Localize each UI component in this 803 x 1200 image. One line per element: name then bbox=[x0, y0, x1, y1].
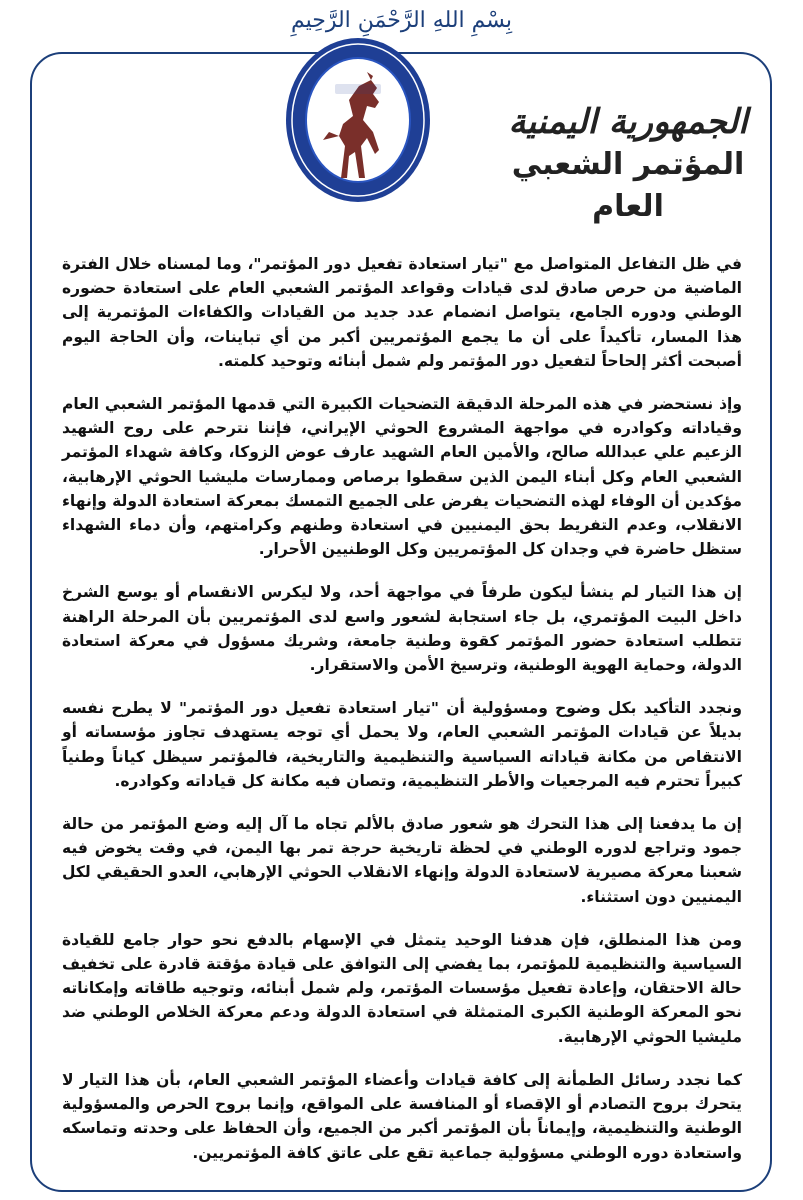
basmala-heading: بِسْمِ اللهِ الرَّحْمَنِ الرَّحِيمِ bbox=[290, 8, 513, 33]
party-logo bbox=[283, 28, 433, 206]
statement-body bbox=[62, 252, 742, 1184]
paragraph: في ظل التفاعل المتواصل مع "تيار استعادة تفعيل دور المؤتمر"، وما لمسناه خلال الفترة الماضية من حرص صادق لدى قيادات وقواعد المؤتمر الشعبي العام على استعادة حضوره الوطني ودوره الجامع، يتواصل انضمام عدد جديد من القيادات والكفاءات المؤتمرية إلى هذا المسار، تأكيداً على أن ما يجمع المؤتمريين أكبر من أي تباينات، وأن الحاجة اليوم أصبحت أكثر إلحاحاً لتفعيل دور المؤتمر ولم شمل أبنائه وتوحيد كلمته. bbox=[62, 255, 742, 370]
paragraph: ونجدد التأكيد بكل وضوح ومسؤولية أن "تيار استعادة تفعيل دور المؤتمر" لا يطرح نفسه بديلاً عن قيادات المؤتمر الشعبي العام، ولا يحمل أي توجه يستهدف تجاوز مؤسساته أو الانتقاص من مكانة قياداته السياسية والتنظيمية والتاريخية، فالمؤتمر سيظل كياناً وطنياً كبيراً تحترم فيه المرجعيات والأطر التنظيمية، وتصان فيه مكانة كل قياداته وكوادره. bbox=[62, 699, 742, 790]
brand-script-title: الجمهورية اليمنية bbox=[508, 102, 748, 142]
brand-main-title: المؤتمر الشعبي العام bbox=[511, 147, 745, 224]
paragraph: ومن هذا المنطلق، فإن هدفنا الوحيد يتمثل في الإسهام بالدفع نحو حوار جامع للقيادة السياسية والتنظيمية للمؤتمر، بما يفضي إلى التوافق على قيادة مؤقتة قادرة على تخفيف حالة الاحتقان، وإعادة تفعيل مؤسسات المؤتمر، ولم شمل أبنائه، وتوجيه طاقاته وإمكاناته نحو المعركة الوطنية الكبرى المتمثلة في استعادة الدولة ودعم معركة الخلاص الوطني ضد مليشيا الحوثي الإرهابية. bbox=[62, 930, 742, 1046]
horse-emblem-icon bbox=[283, 28, 433, 206]
paragraph: إن هذا التيار لم ينشأ ليكون طرفاً في مواجهة أحد، ولا ليكرس الانقسام أو يوسع الشرخ داخل البيت المؤتمري، بل جاء استجابة لشعور واسع لدى المؤتمريين بأن المرحلة الراهنة تتطلب استعادة حضور المؤتمر كقوة وطنية جامعة، وشريك مسؤول في معركة استعادة الدولة، وحماية الهوية الوطنية، وترسيخ الأمن والاستقرار. bbox=[62, 583, 742, 675]
paragraph: إن ما يدفعنا إلى هذا التحرك هو شعور صادق بالألم تجاه ما آل إليه وضع المؤتمر من حالة جمود وتراجع لدوره الوطني في لحظة تاريخية حرجة تمر بها اليمن، في وقت يخوض فيه شعبنا معركة مصيرية لاستعادة الدولة وإنهاء الانقلاب الحوثي الإرهابي، العدو الحقيقي لكل اليمنيين دون استثناء. bbox=[62, 815, 742, 906]
header-brand bbox=[508, 100, 748, 228]
paragraph: وإذ نستحضر في هذه المرحلة الدقيقة التضحيات الكبيرة التي قدمها المؤتمر الشعبي العام وقياداته وكوادره في مواجهة المشروع الحوثي الإيراني، فإننا نترحم على روح الشهيد الزعيم علي عبدالله صالح، والأمين العام الشهيد عارف عوض الزوكا، وكافة شهداء المؤتمر الشعبي العام وكل أبناء اليمن الذين سقطوا برصاص وممارسات مليشيا الحوثي الإرهابية، مؤكدين أن الوفاء لهذه التضحيات يفرض على الجميع التمسك بمعركة استعادة الدولة وإنهاء الانقلاب، وعدم التفريط بحق اليمنيين في استعادة وطنهم وكرامتهم، وأن دماء الشهداء ستظل حاضرة في وجدان كل المؤتمريين وكل الوطنيين الأحرار. bbox=[62, 395, 742, 559]
paragraph: كما نجدد رسائل الطمأنة إلى كافة قيادات وأعضاء المؤتمر الشعبي العام، بأن هذا التيار لا يتحرك بروح التصادم أو الإقصاء أو المنافسة على المواقع، وإنما بروح الحرص والمسؤولية الوطنية والتنظيمية، وإيماناً بأن المؤتمر أكبر من الجميع، وأن الحفاظ على وحدته وتماسكه واستعادة دوره الوطني مسؤولية جماعية تقع على عاتق كافة المؤتمريين. bbox=[62, 1070, 742, 1162]
